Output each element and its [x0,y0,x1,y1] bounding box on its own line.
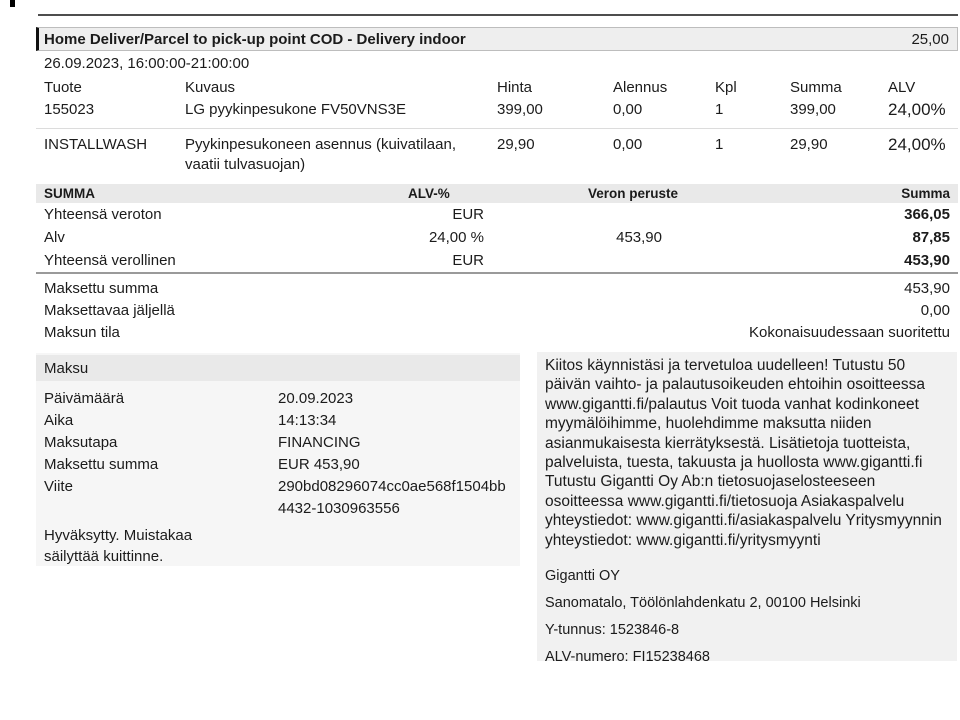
col-header-tuote: Tuote [44,79,82,96]
section-separator [36,272,958,274]
payment-field-value: 20.09.2023 [278,390,354,407]
delivery-header-row [36,27,958,51]
status-value: 0,00 [920,302,950,319]
status-label: Maksettavaa jäljellä [44,302,175,319]
vat-row-base [508,204,678,226]
item-vat-rate: 24,00% [888,100,946,119]
payment-status-row [36,278,958,300]
company-business-id: Y-tunnus: 1523846-8 [545,622,680,639]
payment-status-row [36,322,958,344]
table-row [36,135,958,175]
col-header-kuvaus: Kuvaus [185,79,236,96]
vat-header-summa: SUMMA [44,186,95,201]
vat-row-label: Alv [44,229,65,246]
delivery-time-window: 26.09.2023, 16:00:00-21:00:00 [44,55,250,72]
vat-row [36,250,958,272]
vat-row-base: 453,90 [616,229,662,246]
item-price: 29,90 [497,136,535,153]
vat-row-total: 87,85 [912,229,950,246]
payment-field-label: Maksettu summa [44,456,159,473]
redaction-mark [10,0,15,7]
receipt-keep-notice: Hyväksytty. Muistakaa säilyttää kuittinne. [44,527,193,565]
col-header-alennus: Alennus [613,79,668,96]
col-header-kpl: Kpl [715,79,737,96]
thank-you-message: Kiitos käynnistäsi ja tervetuloa uudelleen! Tutustu 50 päivän vaihto- ja palautusoikeuden ehtoihin osoitteessa www.gigantti.fi/palautus Voit tuoda vanhat kodinkoneet myymälöihimme, huolehdimme maksutta niiden asianmukaisesta kierrätyksestä. Lisätietoja tuotteista, palveluista, tuesta, takuusta ja huollosta www.gigantti.fi Tutustu Gigantti Oy Ab:n tietosuojaselosteeseen osoitteessa www.gigantti.fi/tietosuoja Asiakaspalvelu yhteystiedot: www.gigantti.fi/asiakaspalvelu Yritysmyynnin yhteystiedot: www.gigantti.fi/yritysmyynti [545,357,942,549]
delivery-amount: 25,00 [911,30,949,48]
item-description: Pyykinpesukoneen asennus (kuivatilaan, vaatii tulvasuojan) [185,136,457,173]
status-value: 453,90 [904,280,950,297]
row-separator [36,128,958,129]
top-divider-rule [38,14,958,16]
items-table-header [36,78,958,98]
vat-row-base [508,250,678,272]
vat-row-label: Yhteensä verollinen [44,252,176,269]
company-info-block [545,563,951,671]
payment-panel-title: Maksu [44,359,89,377]
item-qty: 1 [715,136,724,153]
status-label: Maksun tila [44,324,120,341]
vat-header-summa-right: Summa [901,186,950,201]
vat-row-total: 453,90 [904,252,950,269]
company-address: Sanomatalo, Töölönlahdenkatu 2, 00100 Helsinki [545,595,861,612]
vat-row-rate: 24,00 % [428,229,484,246]
col-header-alv: ALV [888,79,916,96]
item-price: 399,00 [497,101,543,118]
vat-header-veron-peruste: Veron peruste [587,186,678,201]
customer-info-panel [537,352,957,666]
vat-row [36,227,958,249]
item-code: INSTALLWASH [44,136,148,153]
item-code: 155023 [44,101,95,118]
item-description: LG pyykinpesukone FV50VNS3E [185,101,406,118]
vat-row-total: 366,05 [904,206,950,223]
company-name: Gigantti OY [545,568,620,585]
payment-field-label: Päivämäärä [44,390,125,407]
item-total: 29,90 [790,136,828,153]
company-vat-number: ALV-numero: FI15238468 [545,649,710,666]
payment-reference-value: 290bd08296074cc0ae568f1504bb4432-1030963556 [278,478,506,517]
vat-header-alv-pct: ALV-% [408,186,450,201]
payment-field-label: Aika [44,412,74,429]
vat-row-currency: EUR [452,252,484,269]
item-discount: 0,00 [613,101,643,118]
vat-row [36,204,958,226]
delivery-title: Home Deliver/Parcel to pick-up point COD - Delivery indoor [44,30,466,48]
payment-details-panel [36,353,520,566]
vat-row-label: Yhteensä veroton [44,206,162,223]
vat-summary-header [36,184,958,203]
col-header-summa: Summa [790,79,842,96]
status-value: Kokonaisuudessaan suoritettu [749,324,950,341]
item-qty: 1 [715,101,724,118]
payment-field-value: 14:13:34 [278,412,337,429]
table-row [36,100,958,120]
item-total: 399,00 [790,101,836,118]
payment-status-row [36,300,958,322]
payment-field-value: EUR 453,90 [278,456,360,473]
payment-panel-header [36,355,520,381]
payment-field-label: Viite [44,478,73,495]
payment-field-value: FINANCING [278,434,361,451]
vat-row-currency: EUR [452,206,484,223]
status-label: Maksettu summa [44,280,159,297]
item-discount: 0,00 [613,136,643,153]
item-vat-rate: 24,00% [888,135,946,154]
col-header-hinta: Hinta [497,79,533,96]
payment-field-label: Maksutapa [44,434,118,451]
